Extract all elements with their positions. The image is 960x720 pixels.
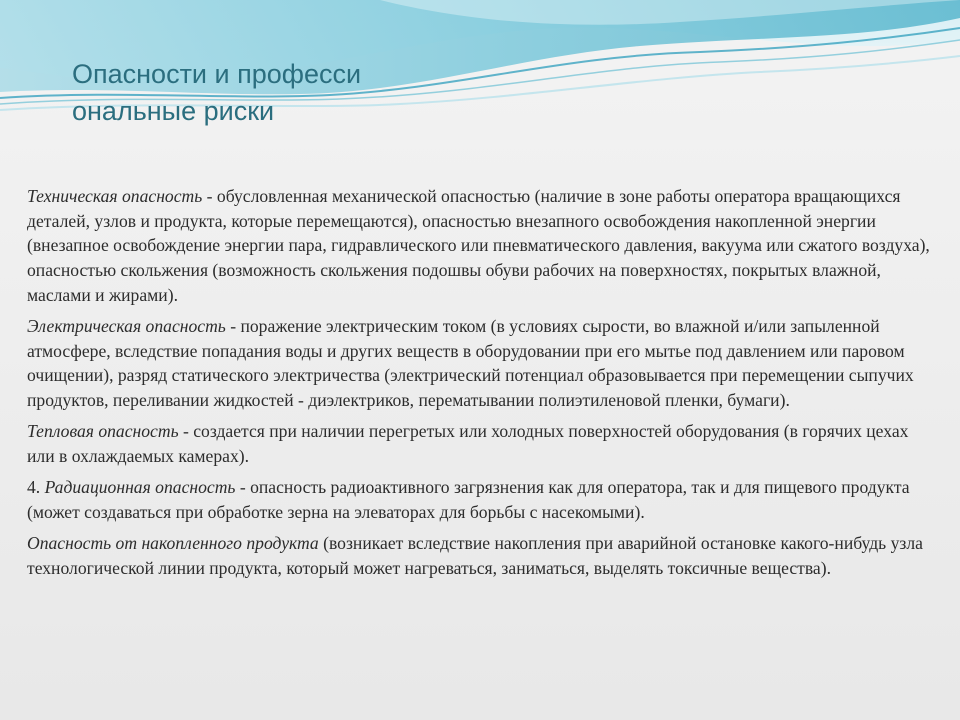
hazard-description: - обусловленная механической опасностью (наличие в зоне работы оператора вращающихся деталей, узлов и продукта, которые перемещаются), опасностью внезапного освобождения накопленной энергии (внезапное освобождение энергии пара, гидравлического или пневматического давления, вакуума или сжатого воздуха), опасностью скольжения (возможность скольжения подошвы обуви рабочих на поверхностях, покрытых влажной, маслами и жирами).: [27, 186, 930, 305]
hazard-description: - поражение электрическим током (в условиях сырости, во влажной и/или запыленной атмосфере, вследствие попадания воды и других веществ в оборудовании при его мытье под давлением или паровом очищении), разряд статического электричества (электрический потенциал образовывается при перемещении сыпучих продуктов, переливании жидкостей - диэлектриков, перематывании полиэтиленовой пленки, бумаги).: [27, 316, 914, 411]
hazard-term: Электрическая опасность: [27, 316, 226, 337]
hazard-term: Радиационная опасность: [44, 477, 236, 498]
paragraph-technical-hazard: [27, 184, 935, 308]
hazard-description: - опасность радиоактивного загрязнения как для оператора, так и для пищевого продукта (может создаваться при обработке зерна на элеваторах для борьбы с насекомыми).: [27, 477, 910, 522]
paragraph-electrical-hazard: [27, 314, 935, 413]
paragraph-radiation-hazard: [27, 475, 935, 524]
hazard-description: - создается при наличии перегретых или холодных поверхностей оборудования (в горячих цехах или в охлаждаемых камерах).: [27, 421, 909, 467]
paragraph-prefix: 4.: [27, 477, 45, 498]
slide-body: [27, 184, 935, 587]
hazard-term: Техническая опасность: [27, 186, 203, 206]
paragraph-thermal-hazard: [27, 419, 935, 468]
hazard-term: Тепловая опасность: [27, 421, 179, 442]
slide-title: Опасности и профессиональные риски: [72, 59, 362, 126]
hazard-term: Опасность от накопленного продукта: [27, 533, 319, 554]
hazard-description: (возникает вследствие накопления при аварийной остановке какого-нибудь узла технологической линии продукта, который может нагреваться, заниматься, выделять токсичные вещества).: [27, 533, 923, 578]
paragraph-accumulated-product-hazard: [27, 531, 935, 580]
